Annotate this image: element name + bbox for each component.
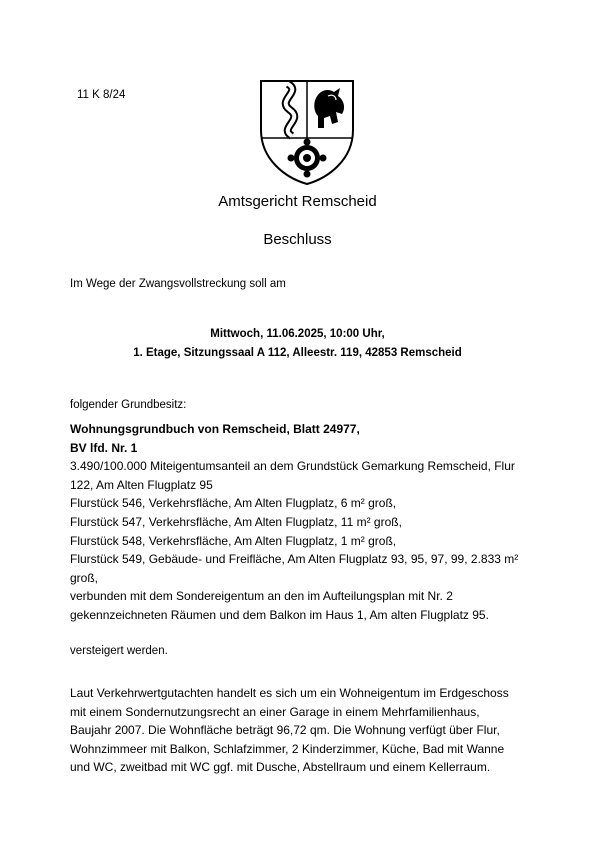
appointment-datetime: Mittwoch, 11.06.2025, 10:00 Uhr, — [210, 328, 385, 340]
property-block — [70, 420, 540, 625]
court-name: Amtsgericht Remscheid — [218, 193, 377, 210]
property-line: groß, — [70, 570, 99, 585]
register-line-1: Wohnungsgrundbuch von Remscheid, Blatt 24977, — [70, 422, 360, 436]
property-line: Flurstück 547, Verkehrsfläche, Am Alten Flugplatz, 11 m² groß, — [70, 514, 402, 529]
property-line: gekennzeichneten Räumen und dem Balkon im Haus 1, Am alten Flugplatz 95. — [70, 607, 489, 622]
coat-of-arms-icon — [258, 78, 356, 186]
property-intro: folgender Grundbesitz: — [70, 399, 187, 411]
description-line: Wohnzimmeer mit Balkon, Schlafzimmer, 2 Kinderzimmer, Küche, Bad mit Wanne — [70, 741, 505, 756]
register-line-2: BV lfd. Nr. 1 — [70, 440, 138, 455]
property-line: 122, Am Alten Flugplatz 95 — [70, 477, 213, 492]
description-line: und WC, zweitbad mit WC ggf. mit Dusche, Abstellraum und einem Kellerraum. — [70, 760, 491, 775]
case-number: 11 K 8/24 — [77, 89, 126, 101]
property-line: Flurstück 549, Gebäude- und Freifläche, Am Alten Flugplatz 93, 95, 97, 99, 2.833 m² — [70, 552, 519, 567]
property-line: 3.490/100.000 Miteigentumsanteil an dem Grundstück Gemarkung Remscheid, Flur — [70, 459, 515, 474]
property-line: Flurstück 548, Verkehrsfläche, Am Alten Flugplatz, 1 m² groß, — [70, 533, 397, 548]
appointment-location: 1. Etage, Sitzungssaal A 112, Alleestr. 119, 42853 Remscheid — [133, 347, 462, 359]
description-line: mit einem Sondernutzungsrecht an einer Garage in einem Mehrfamilienhaus, — [70, 704, 480, 719]
description-line: Laut Verkehrwertgutachten handelt es sich um ein Wohneigentum im Erdgeschoss — [70, 686, 509, 700]
property-line: verbunden mit dem Sondereigentum an den im Aufteilungsplan mit Nr. 2 — [70, 589, 453, 604]
description-block — [70, 684, 540, 777]
outcome-text: versteigert werden. — [70, 645, 168, 657]
property-line: Flurstück 546, Verkehrsfläche, Am Alten Flugplatz, 6 m² groß, — [70, 496, 397, 511]
document-type: Beschluss — [263, 231, 332, 248]
description-line: Baujahr 2007. Die Wohnfläche beträgt 96,72 qm. Die Wohnung verfügt über Flur, — [70, 723, 500, 738]
intro-text: Im Wege der Zwangsvollstreckung soll am — [70, 278, 286, 290]
